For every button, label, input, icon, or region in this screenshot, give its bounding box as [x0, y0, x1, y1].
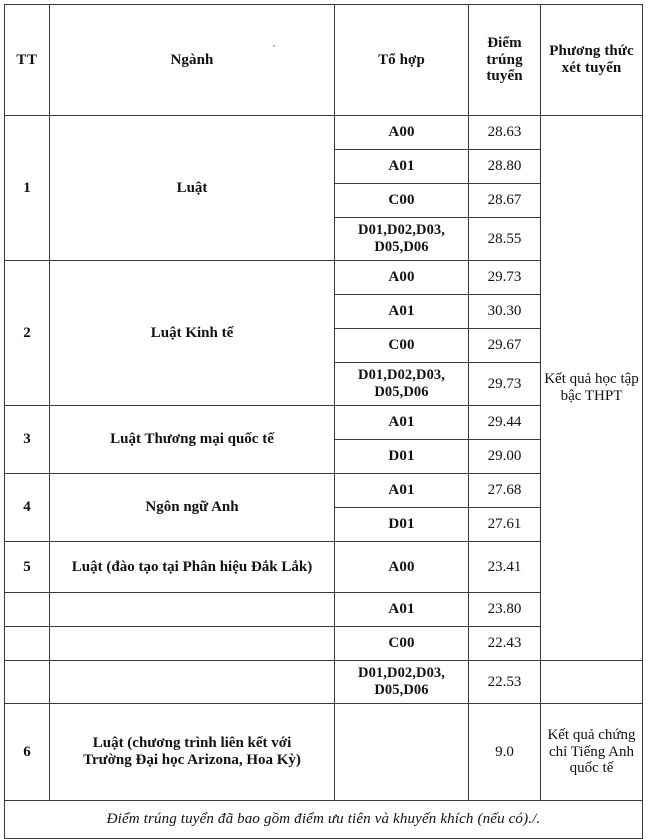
cell-nganh-empty — [50, 627, 335, 661]
nganh-line-2: Trường Đại học Arizona, Hoa Kỳ) — [83, 752, 301, 768]
nganh-line-1: Luật (chương trình liên kết với — [92, 735, 292, 752]
table-row — [5, 661, 643, 704]
cell-phuong-thuc-empty — [541, 661, 643, 704]
to-hop-line-2: D05,D06 — [374, 239, 429, 255]
cell-to-hop: A00 — [335, 116, 469, 150]
cell-diem: 30.30 — [469, 295, 541, 329]
cell-tt-4: 4 — [5, 474, 50, 542]
table-body — [5, 116, 643, 839]
cell-to-hop — [335, 661, 469, 704]
footnote-text: Điểm trúng tuyển đã bao gồm điểm ưu tiên và khuyến khích (nếu có)./. — [5, 801, 643, 839]
cell-to-hop-empty — [335, 704, 469, 801]
table-header-row — [5, 5, 643, 116]
table-row — [5, 116, 643, 150]
cell-diem: 28.55 — [469, 218, 541, 261]
cell-to-hop: A00 — [335, 261, 469, 295]
cell-phuong-thuc-chung-chi: Kết quả chứng chỉ Tiếng Anh quốc tế — [541, 704, 643, 801]
to-hop-line-2: D05,D06 — [374, 384, 429, 400]
cell-to-hop — [335, 363, 469, 406]
column-header-to-hop: Tổ hợp — [335, 5, 469, 116]
cell-tt-3: 3 — [5, 406, 50, 474]
to-hop-line-2: D05,D06 — [374, 682, 429, 698]
cell-to-hop: A01 — [335, 295, 469, 329]
cell-nganh-1: Luật — [50, 116, 335, 261]
cell-to-hop: A01 — [335, 406, 469, 440]
column-header-phuong-thuc: Phương thức xét tuyển — [541, 5, 643, 116]
cell-diem: 23.80 — [469, 593, 541, 627]
cell-phuong-thuc-thpt: Kết quả học tập bậc THPT — [541, 116, 643, 661]
cell-diem: 23.41 — [469, 542, 541, 593]
cell-to-hop: A00 — [335, 542, 469, 593]
cell-tt-6: 6 — [5, 704, 50, 801]
cell-diem: 29.73 — [469, 261, 541, 295]
cell-to-hop: C00 — [335, 184, 469, 218]
cell-diem: 22.43 — [469, 627, 541, 661]
cell-nganh-empty — [50, 661, 335, 704]
cell-nganh-2: Luật Kinh tế — [50, 261, 335, 406]
column-header-tt: TT — [5, 5, 50, 116]
cell-diem: 28.80 — [469, 150, 541, 184]
scan-speck — [273, 45, 275, 47]
to-hop-line-1: D01,D02,D03, — [358, 665, 445, 682]
table-header — [5, 5, 643, 116]
cell-nganh-3: Luật Thương mại quốc tế — [50, 406, 335, 474]
admission-score-table — [4, 4, 643, 839]
cell-to-hop: D01 — [335, 440, 469, 474]
cell-to-hop: D01 — [335, 508, 469, 542]
column-header-diem: Điểm trúng tuyển — [469, 5, 541, 116]
cell-to-hop: C00 — [335, 627, 469, 661]
cell-diem: 29.67 — [469, 329, 541, 363]
cell-tt-1: 1 — [5, 116, 50, 261]
cell-diem: 9.0 — [469, 704, 541, 801]
cell-diem: 28.63 — [469, 116, 541, 150]
cell-to-hop: A01 — [335, 593, 469, 627]
cell-nganh-empty — [50, 593, 335, 627]
score-table-sheet — [4, 4, 642, 828]
column-header-nganh: Ngành — [50, 5, 335, 116]
cell-tt-5: 5 — [5, 542, 50, 593]
cell-tt-empty — [5, 593, 50, 627]
to-hop-line-1: D01,D02,D03, — [358, 222, 445, 239]
cell-tt-empty — [5, 661, 50, 704]
cell-tt-2: 2 — [5, 261, 50, 406]
cell-to-hop: A01 — [335, 150, 469, 184]
cell-to-hop: A01 — [335, 474, 469, 508]
cell-nganh-5: Luật (đào tạo tại Phân hiệu Đắk Lắk) — [50, 542, 335, 593]
to-hop-line-1: D01,D02,D03, — [358, 367, 445, 384]
cell-diem: 29.73 — [469, 363, 541, 406]
cell-nganh-4: Ngôn ngữ Anh — [50, 474, 335, 542]
cell-to-hop: C00 — [335, 329, 469, 363]
table-footnote-row — [5, 801, 643, 839]
cell-diem: 29.44 — [469, 406, 541, 440]
cell-diem: 29.00 — [469, 440, 541, 474]
table-row — [5, 704, 643, 801]
cell-diem: 22.53 — [469, 661, 541, 704]
cell-to-hop — [335, 218, 469, 261]
cell-diem: 28.67 — [469, 184, 541, 218]
cell-nganh-6 — [50, 704, 335, 801]
cell-diem: 27.61 — [469, 508, 541, 542]
cell-diem: 27.68 — [469, 474, 541, 508]
cell-tt-empty — [5, 627, 50, 661]
